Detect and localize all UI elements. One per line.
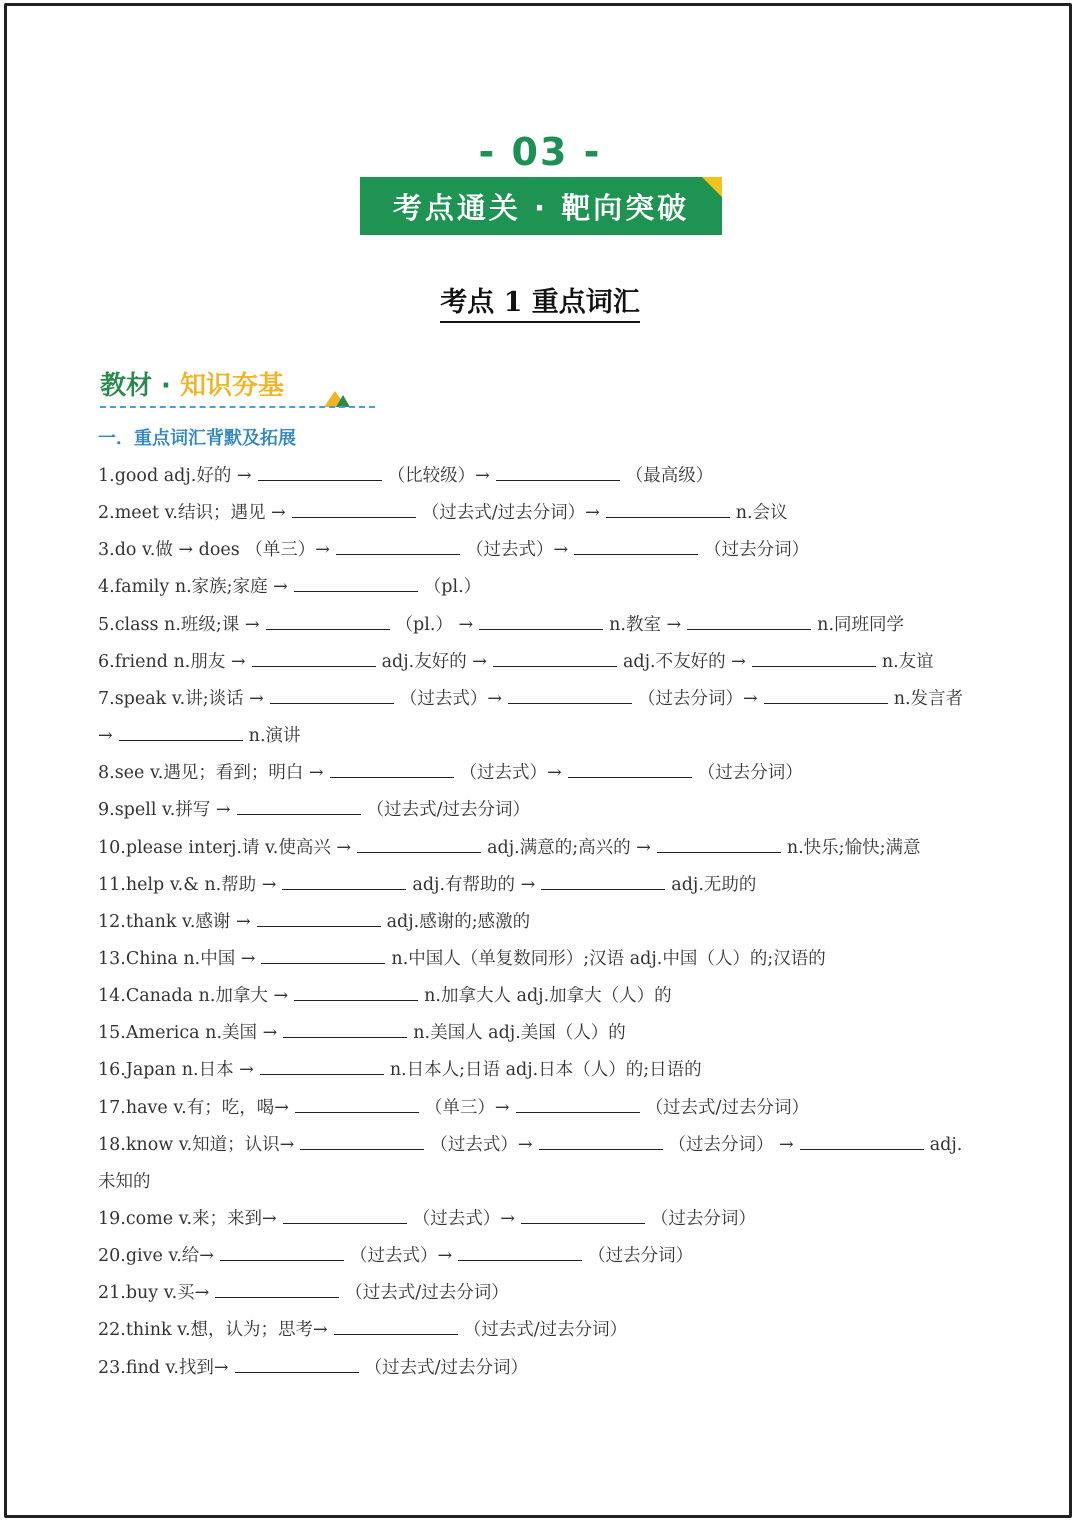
answer-blank[interactable] xyxy=(295,1096,419,1113)
answer-blank[interactable] xyxy=(294,984,418,1001)
vocab-text: n.演讲 xyxy=(248,726,301,747)
answer-blank[interactable] xyxy=(568,761,692,778)
answer-blank[interactable] xyxy=(752,650,876,667)
vocab-text: （过去分词） xyxy=(588,1246,694,1267)
vocab-text: adj.友好的 → xyxy=(381,651,487,672)
answer-blank[interactable] xyxy=(334,1318,458,1335)
vocab-text: （过去式/过去分词） xyxy=(345,1283,509,1304)
vocab-text: adj.感谢的;感激的 xyxy=(386,911,531,932)
vocab-text: n.友谊 xyxy=(881,651,934,672)
vocab-text: 11.help v.& n.帮助 → xyxy=(98,874,277,895)
answer-blank[interactable] xyxy=(215,1281,339,1298)
vocab-line xyxy=(98,536,1020,561)
vocab-text: 8.see v.遇见；看到；明白 → xyxy=(98,763,324,784)
answer-blank[interactable] xyxy=(541,873,665,890)
answer-blank[interactable] xyxy=(235,1356,359,1373)
vocab-line xyxy=(98,685,1020,710)
vocab-text: 未知的 xyxy=(98,1171,151,1192)
vocab-text: （过去式）→ xyxy=(465,540,569,561)
vocab-text: （pl.） → xyxy=(395,614,474,635)
vocab-line xyxy=(98,722,1020,747)
answer-blank[interactable] xyxy=(330,761,454,778)
vocab-text: （过去式/过去分词） xyxy=(463,1320,628,1341)
answer-blank[interactable] xyxy=(357,836,481,853)
vocab-line xyxy=(98,1131,1020,1156)
answer-blank[interactable] xyxy=(294,575,418,592)
sub-banner-yellow: 知识夯基 xyxy=(179,371,284,401)
answer-blank[interactable] xyxy=(493,650,617,667)
vocab-text: 21.buy v.买→ xyxy=(98,1283,210,1304)
vocab-text: （过去式）→ xyxy=(412,1209,515,1229)
vocab-text: n.发言者 xyxy=(893,688,964,709)
vocab-line xyxy=(98,908,1020,933)
vocab-text: n.日本人;日语 adj.日本（人）的;日语的 xyxy=(389,1060,702,1081)
vocab-text: 10.please interj.请 v.使高兴 → xyxy=(98,837,352,858)
vocab-text: 12.thank v.感谢 → xyxy=(98,911,251,932)
vocab-line xyxy=(98,759,1020,784)
vocab-text: （过去分词） xyxy=(697,763,803,784)
vocab-text: 19.come v.来；来到→ xyxy=(98,1209,277,1229)
answer-blank[interactable] xyxy=(257,910,381,927)
vocab-text: 16.Japan n.日本 → xyxy=(98,1060,254,1081)
vocab-text: 5.class n.班级;课 → xyxy=(98,614,260,635)
vocab-text: n.同班同学 xyxy=(817,614,905,635)
banner-corner-icon xyxy=(702,177,722,197)
vocab-line xyxy=(98,1056,1020,1081)
answer-blank[interactable] xyxy=(260,1058,384,1075)
vocab-line xyxy=(98,1205,1020,1230)
vocab-text: （过去式）→ xyxy=(349,1246,453,1267)
vocab-line xyxy=(98,834,1020,859)
vocab-text: （过去分词） xyxy=(704,540,810,561)
answer-blank[interactable] xyxy=(258,464,382,481)
vocab-text: 1.good adj.好的 → xyxy=(98,466,252,486)
answer-blank[interactable] xyxy=(574,538,698,555)
vocab-text: （过去分词） → xyxy=(668,1134,794,1155)
vocab-text: n.美国人 adj.美国（人）的 xyxy=(413,1023,626,1044)
answer-blank[interactable] xyxy=(687,613,811,630)
answer-blank[interactable] xyxy=(283,1021,407,1038)
vocab-text: 13.China n.中国 → xyxy=(98,948,256,969)
vocab-text: （过去式）→ xyxy=(459,763,562,784)
vocab-line xyxy=(98,1316,1020,1341)
vocab-line xyxy=(98,871,1020,896)
answer-blank[interactable] xyxy=(220,1244,344,1261)
answer-blank[interactable] xyxy=(252,650,376,667)
vocab-text: adj.满意的;高兴的 → xyxy=(487,837,651,858)
answer-blank[interactable] xyxy=(237,798,361,815)
vocab-text: 17.have v.有；吃，喝→ xyxy=(98,1097,289,1118)
vocab-text: （最高级） xyxy=(625,466,714,486)
vocab-line xyxy=(98,499,1020,524)
vocab-line xyxy=(98,1242,1020,1267)
vocab-text: adj.无助的 xyxy=(671,874,757,895)
banner-text: 考点通关 · 靶向突破 xyxy=(392,190,690,225)
vocab-text: （pl.） xyxy=(423,577,482,598)
section-banner xyxy=(360,177,722,235)
answer-blank[interactable] xyxy=(292,501,416,518)
vocab-line xyxy=(98,573,1020,598)
vocab-text: n.中国人（单复数同形）;汉语 adj.中国（人）的;汉语的 xyxy=(391,948,826,969)
point-title-text: 考点 1 重点词汇 xyxy=(440,287,640,323)
vocab-text: adj. xyxy=(929,1134,963,1155)
vocab-text: n.教室 → xyxy=(609,614,682,635)
vocab-line xyxy=(98,1168,1020,1193)
sub-banner xyxy=(100,365,375,411)
vocab-text: 14.Canada n.加拿大 → xyxy=(98,986,289,1007)
vocab-text: （单三）→ xyxy=(424,1097,510,1118)
vocab-text: 18.know v.知道；认识→ xyxy=(98,1134,295,1155)
answer-blank[interactable] xyxy=(479,613,603,630)
vocab-text: adj.不友好的 → xyxy=(622,651,746,672)
vocab-text: 9.spell v.拼写 → xyxy=(98,800,231,821)
vocab-text: 3.do v.做 → does （单三）→ xyxy=(98,540,330,561)
vocab-text: 15.America n.美国 → xyxy=(98,1023,278,1044)
vocab-text: n.会议 xyxy=(735,503,788,524)
answer-blank[interactable] xyxy=(521,1207,645,1224)
answer-blank[interactable] xyxy=(300,1133,424,1150)
vocab-text: 7.speak v.讲;谈话 → xyxy=(98,688,264,709)
vocab-line xyxy=(98,462,1020,487)
answer-blank[interactable] xyxy=(496,464,620,481)
vocab-text: （过去式/过去分词） xyxy=(364,1357,528,1378)
vocab-text: n.快乐;愉快;满意 xyxy=(786,837,921,858)
vocab-text: （过去式/过去分词） xyxy=(645,1097,809,1118)
vocab-text: n.加拿大人 adj.加拿大（人）的 xyxy=(424,986,672,1007)
answer-blank[interactable] xyxy=(266,613,390,630)
vocab-text: （过去式/过去分词）→ xyxy=(421,503,600,524)
answer-blank[interactable] xyxy=(283,1207,407,1224)
answer-blank[interactable] xyxy=(516,1096,640,1113)
vocab-text: 23.find v.找到→ xyxy=(98,1357,229,1378)
answer-blank[interactable] xyxy=(539,1133,663,1150)
section-heading: 一．重点词汇背默及拓展 xyxy=(98,428,296,449)
answer-blank[interactable] xyxy=(657,836,781,853)
vocab-line xyxy=(98,945,1020,970)
vocab-line xyxy=(98,796,1020,821)
answer-blank[interactable] xyxy=(606,501,730,518)
answer-blank[interactable] xyxy=(261,947,385,964)
answer-blank[interactable] xyxy=(336,538,460,555)
vocab-line xyxy=(98,611,1020,636)
vocab-line xyxy=(98,1354,1020,1379)
section-number: - 03 - xyxy=(478,130,602,174)
vocab-line xyxy=(98,1019,1020,1044)
vocab-text: 6.friend n.朋友 → xyxy=(98,651,246,672)
answer-blank[interactable] xyxy=(270,687,394,704)
answer-blank[interactable] xyxy=(282,873,406,890)
vocab-line xyxy=(98,982,1020,1007)
vocab-text: （过去分词）→ xyxy=(638,688,758,709)
vocab-line xyxy=(98,648,1020,673)
vocab-text: （过去分词） xyxy=(650,1209,756,1229)
answer-blank[interactable] xyxy=(119,724,243,741)
vocab-line xyxy=(98,1094,1020,1119)
sub-banner-divider xyxy=(100,406,375,408)
vocab-text: （过去式/过去分词） xyxy=(366,800,530,821)
sub-banner-green: 教材 · xyxy=(100,371,180,401)
answer-blank[interactable] xyxy=(800,1133,924,1150)
vocab-text: （比较级）→ xyxy=(387,466,490,486)
vocab-text: 22.think v.想，认为；思考→ xyxy=(98,1320,328,1341)
vocab-line xyxy=(98,1279,1020,1304)
vocab-text: adj.有帮助的 → xyxy=(412,874,536,895)
answer-blank[interactable] xyxy=(458,1244,582,1261)
point-title xyxy=(0,280,1080,319)
vocab-text: → xyxy=(98,726,113,747)
vocab-text: 2.meet v.结识；遇见 → xyxy=(98,503,286,524)
vocab-text: （过去式）→ xyxy=(430,1134,533,1155)
vocab-text: （过去式）→ xyxy=(399,688,503,709)
answer-blank[interactable] xyxy=(764,687,888,704)
vocab-text: 4.family n.家族;家庭 → xyxy=(98,577,288,598)
vocab-text: 20.give v.给→ xyxy=(98,1246,214,1267)
answer-blank[interactable] xyxy=(508,687,632,704)
